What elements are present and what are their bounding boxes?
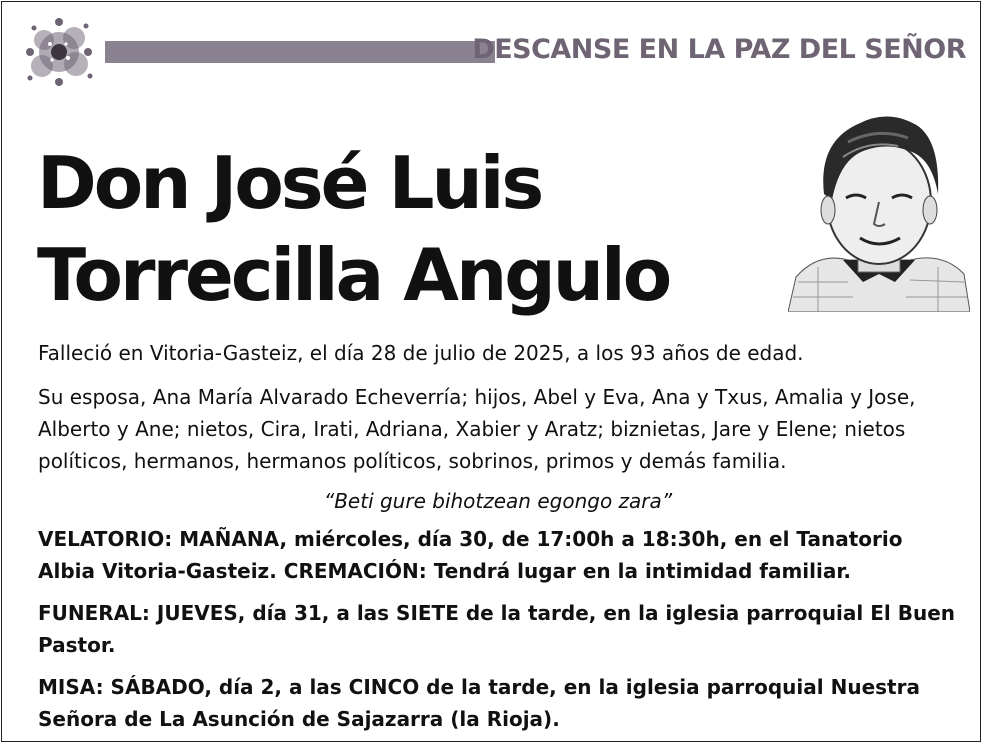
obituary-card	[1, 1, 981, 742]
deceased-name-line1: Don José Luis	[37, 141, 542, 225]
header-divider-bar	[105, 41, 495, 63]
velatorio-info: VELATORIO: MAÑANA, miércoles, día 30, de 17:00h a 18:30h, en el Tanatorio Albia Vitoria-Gasteiz. CREMACIÓN: Tendrá lugar en la intimidad familiar.	[38, 527, 903, 583]
death-notice: Falleció en Vitoria-Gasteiz, el día 28 de julio de 2025, a los 93 años de edad.	[38, 341, 804, 365]
deceased-name	[37, 137, 669, 321]
family-list: Su esposa, Ana María Alvarado Echeverría; hijos, Abel y Eva, Ana y Txus, Amalia y Jose, Alberto y Ane; nietos, Cira, Irati, Adriana, Xabier y Aratz; biznietas, Jare y Elene; nietos políticos, hermanos, hermanos políticos, sobrinos, primos y demás familia.	[38, 385, 916, 473]
flower-ornament-icon	[16, 14, 102, 90]
header-title: DESCANSE EN LA PAZ DEL SEÑOR	[472, 34, 966, 65]
header	[2, 2, 982, 92]
misa-info: MISA: SÁBADO, día 2, a las CINCO de la tarde, en la iglesia parroquial Nuestra Señora de La Asunción de Sajazarra (la Rioja).	[38, 675, 920, 731]
funeral-info: FUNERAL: JUEVES, día 31, a las SIETE de la tarde, en la iglesia parroquial El Buen Pastor.	[38, 601, 955, 657]
obituary-body	[38, 337, 958, 745]
portrait-photo	[788, 102, 970, 312]
motto-quote: “Beti gure bihotzean egongo zara”	[323, 489, 673, 513]
deceased-name-line2: Torrecilla Angulo	[37, 233, 670, 317]
